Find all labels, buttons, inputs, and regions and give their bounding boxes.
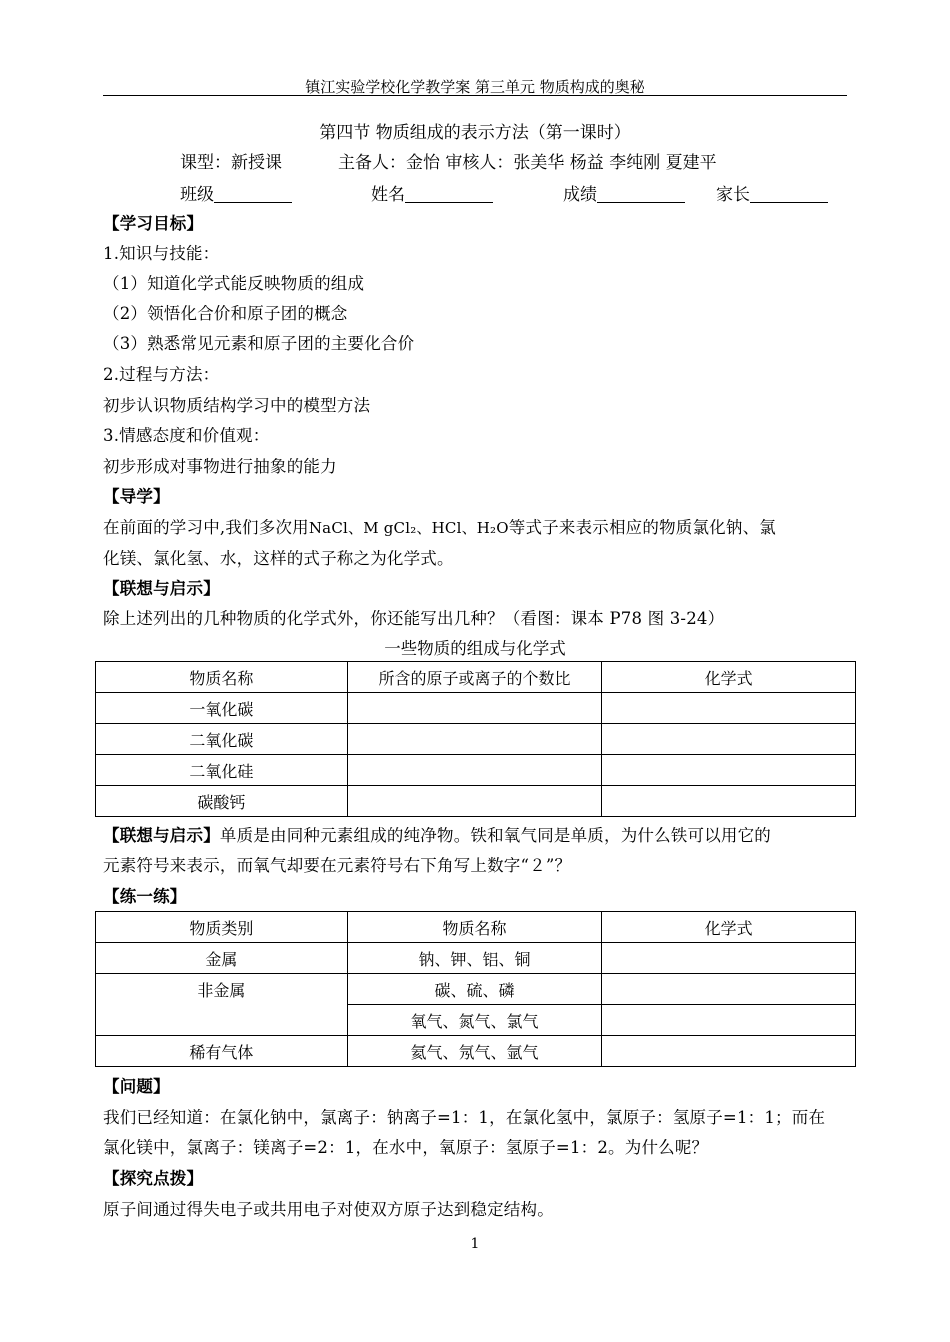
header-substance-name: 物质名称 xyxy=(96,662,348,693)
association2-heading: 【联想与启示】 xyxy=(103,826,220,845)
parent-blank[interactable] xyxy=(750,184,828,203)
page-number: 1 xyxy=(470,1236,480,1252)
header-formula: 化学式 xyxy=(602,912,856,943)
formula-cell[interactable] xyxy=(602,943,856,974)
objective-3a: 初步形成对事物进行抽象的能力 xyxy=(103,457,337,476)
substance-name: 二氧化硅 xyxy=(96,755,348,786)
class-label: 班级 xyxy=(180,185,214,205)
association2-text: 单质是由同种元素组成的纯净物。铁和氧气同是单质，为什么铁可以用它的 xyxy=(219,826,772,845)
noble-names: 氦气、氖气、氩气 xyxy=(347,1036,602,1067)
association2-line1 xyxy=(103,822,771,846)
ratio-cell[interactable] xyxy=(347,693,602,724)
table-row xyxy=(96,943,856,974)
question-heading: 【问题】 xyxy=(103,1077,170,1096)
guide-paragraph-line2: 化镁、氯化氢、水，这样的式子称之为化学式。 xyxy=(103,549,454,568)
explore-heading: 【探究点拨】 xyxy=(103,1169,204,1188)
lesson-authors: 主备人：金怡 审核人：张美华 杨益 李纯刚 夏建平 xyxy=(338,153,717,173)
ratio-cell[interactable] xyxy=(347,755,602,786)
objective-2a: 初步认识物质结构学习中的模型方法 xyxy=(103,396,371,415)
lesson-type: 课型：新授课 xyxy=(180,153,282,173)
class-field xyxy=(180,180,292,205)
header-rule xyxy=(103,95,847,96)
practice-table xyxy=(95,911,856,1067)
header-atom-ratio: 所含的原子或离子的个数比 xyxy=(347,662,602,693)
ratio-cell[interactable] xyxy=(347,786,602,817)
objective-2: 2.过程与方法： xyxy=(103,365,220,384)
nonmetal-names-1: 碳、硫、磷 xyxy=(347,974,602,1005)
name-field xyxy=(371,180,493,205)
guide-heading: 【导学】 xyxy=(103,487,170,506)
table-header-row xyxy=(96,912,856,943)
association-paragraph: 除上述列出的几种物质的化学式外，你还能写出几种？（看图：课本 P78 图 3-24） xyxy=(103,609,725,628)
formula-cell[interactable] xyxy=(602,786,856,817)
guide-paragraph-line1 xyxy=(103,514,776,538)
substance-name: 碳酸钙 xyxy=(96,786,348,817)
category-noble-gas: 稀有气体 xyxy=(96,1036,348,1067)
substance-name: 一氧化碳 xyxy=(96,693,348,724)
composition-table xyxy=(95,661,856,817)
table-row xyxy=(96,1036,856,1067)
formula-cell[interactable] xyxy=(602,1036,856,1067)
score-blank[interactable] xyxy=(597,184,685,203)
association2-line2: 元素符号来表示，而氧气却要在元素符号右下角写上数字“２”？ xyxy=(103,856,572,875)
name-label: 姓名 xyxy=(371,185,405,205)
table-header-row xyxy=(96,662,856,693)
substance-name: 二氧化碳 xyxy=(96,724,348,755)
table-row xyxy=(96,724,856,755)
table-row xyxy=(96,693,856,724)
guide-text-a: 在前面的学习中,我们多次用 xyxy=(103,518,309,537)
formula-cell[interactable] xyxy=(602,1005,856,1036)
table1-caption: 一些物质的组成与化学式 xyxy=(384,639,566,658)
lesson-title: 第四节 物质组成的表示方法（第一课时） xyxy=(319,123,631,143)
score-label: 成绩 xyxy=(563,185,597,205)
practice-heading: 【练一练】 xyxy=(103,887,187,906)
category-metal: 金属 xyxy=(96,943,348,974)
header-substance-name: 物质名称 xyxy=(347,912,602,943)
category-nonmetal: 非金属 xyxy=(96,974,348,1036)
question-line1: 我们已经知道：在氯化钠中，氯离子：钠离子=1：1，在氯化氢中，氯原子：氢原子=1：1；而在 xyxy=(103,1108,826,1127)
formula-cell[interactable] xyxy=(602,755,856,786)
ratio-cell[interactable] xyxy=(347,724,602,755)
parent-field xyxy=(716,180,828,205)
formula-cell[interactable] xyxy=(602,693,856,724)
question-line2: 氯化镁中，氯离子：镁离子=2：1，在水中，氧原子：氢原子=1：2。为什么呢？ xyxy=(103,1138,709,1157)
score-field xyxy=(563,180,685,205)
metal-names: 钠、钾、铝、铜 xyxy=(347,943,602,974)
guide-formulas: NaCl、M gCl₂、HCl、H₂O xyxy=(308,519,509,537)
class-blank[interactable] xyxy=(214,184,292,203)
formula-cell[interactable] xyxy=(602,974,856,1005)
explore-paragraph: 原子间通过得失电子或共用电子对使双方原子达到稳定结构。 xyxy=(103,1200,554,1219)
guide-text-c: 等式子来表示相应的物质氯化钠、氯 xyxy=(508,518,776,537)
name-blank[interactable] xyxy=(405,184,493,203)
objective-1c: （3）熟悉常见元素和原子团的主要化合价 xyxy=(103,334,415,353)
objective-3: 3.情感态度和价值观： xyxy=(103,426,270,445)
parent-label: 家长 xyxy=(716,185,750,205)
objectives-heading: 【学习目标】 xyxy=(103,214,204,233)
table-row xyxy=(96,755,856,786)
nonmetal-names-2: 氧气、氮气、氯气 xyxy=(347,1005,602,1036)
header-category: 物质类别 xyxy=(96,912,348,943)
page-header: 镇江实验学校化学教学案 第三单元 物质构成的奥秘 xyxy=(305,78,645,96)
objective-1: 1.知识与技能： xyxy=(103,244,220,263)
table-row xyxy=(96,974,856,1005)
table-row xyxy=(96,786,856,817)
header-formula: 化学式 xyxy=(602,662,856,693)
objective-1a: （1）知道化学式能反映物质的组成 xyxy=(103,274,365,293)
formula-cell[interactable] xyxy=(602,724,856,755)
association-heading: 【联想与启示】 xyxy=(103,579,220,598)
objective-1b: （2）领悟化合价和原子团的概念 xyxy=(103,304,348,323)
